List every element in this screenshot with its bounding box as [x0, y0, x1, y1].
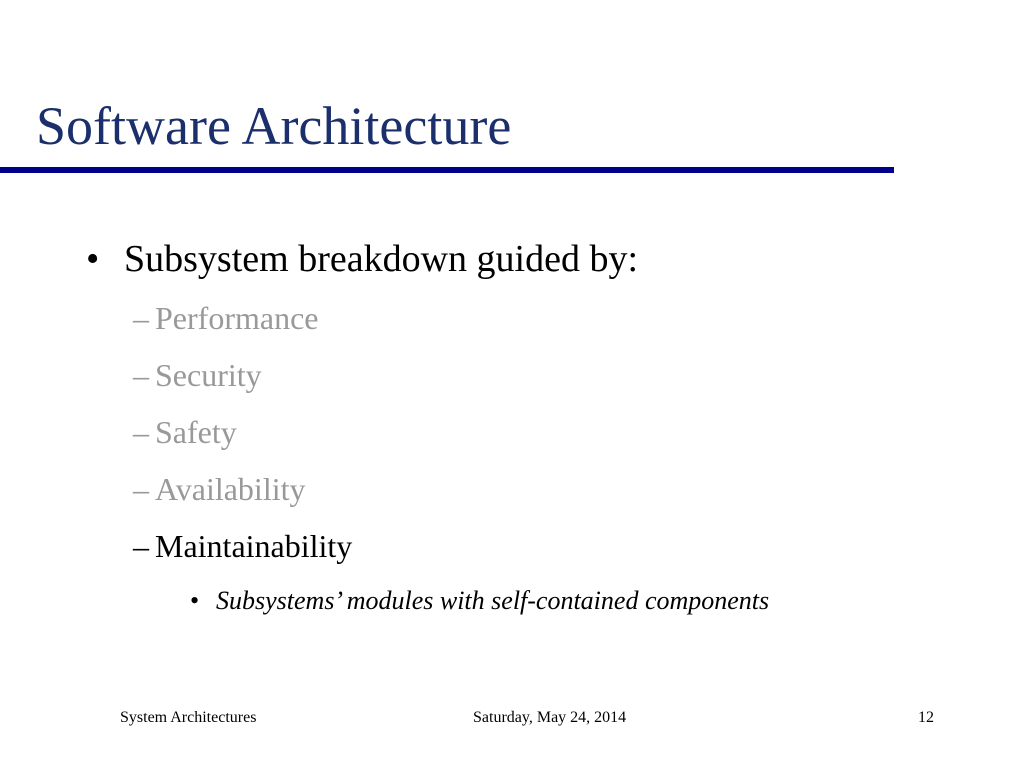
title-divider — [0, 167, 894, 173]
sub-item-label: Security — [155, 357, 262, 393]
sub-item-label: Maintainability — [155, 528, 353, 564]
detail-bullet-text: Subsystems’ modules with self-contained components — [216, 586, 770, 615]
dash-marker: – — [133, 357, 149, 393]
sub-item-availability — [133, 469, 305, 509]
sub-item-safety — [133, 412, 237, 452]
bullet-marker: • — [86, 238, 100, 280]
sub-item-label: Availability — [155, 471, 306, 507]
sub-item-maintainability — [133, 526, 352, 566]
bullet-marker: • — [190, 586, 200, 615]
dash-marker: – — [133, 300, 149, 336]
footer-left: System Architectures — [120, 709, 257, 726]
main-bullet-text: Subsystem breakdown guided by: — [124, 238, 639, 280]
dash-marker: – — [133, 471, 149, 507]
sub-item-label: Performance — [155, 300, 319, 336]
page-number: 12 — [918, 709, 934, 726]
dash-marker: – — [133, 414, 149, 450]
slide-title: Software Architecture — [36, 96, 512, 156]
footer-date: Saturday, May 24, 2014 — [473, 709, 627, 726]
sub-item-label: Safety — [155, 414, 237, 450]
main-bullet — [86, 234, 638, 284]
dash-marker: – — [133, 528, 149, 564]
detail-bullet — [190, 582, 796, 620]
sub-item-security — [133, 355, 262, 395]
sub-item-performance — [133, 298, 318, 338]
